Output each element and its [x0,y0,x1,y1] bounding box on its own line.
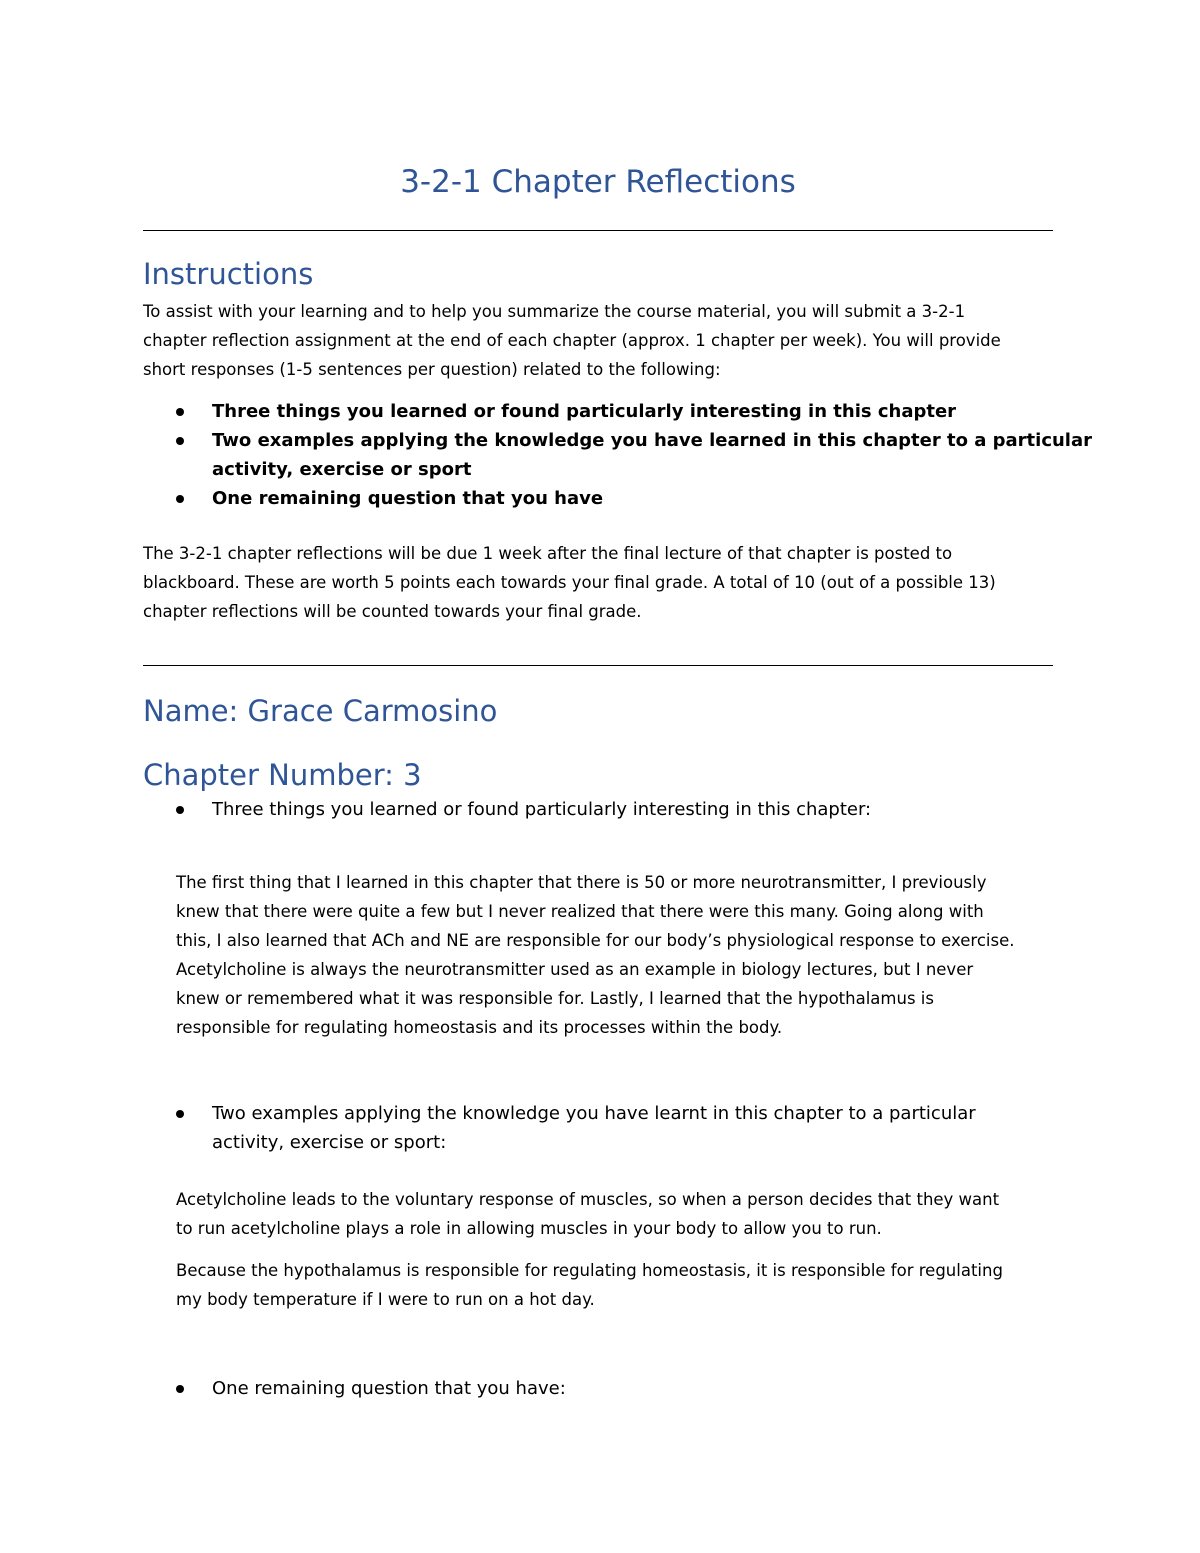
intro-line: chapter reflection assignment at the end of each chapter (approx. 1 chapter per week). You will provide [143,331,1001,350]
bullet-dot [176,437,184,445]
instructions-intro [143,297,1001,384]
document-title: 3-2-1 Chapter Reflections [400,164,796,200]
answer-line: Acetylcholine leads to the voluntary response of muscles, so when a person decides that they want [176,1190,1000,1209]
question-one-answer [176,868,1015,1042]
question-three-prompt: One remaining question that you have: [212,1378,566,1399]
answer-line: knew that there were quite a few but I never realized that there were this many. Going along with [176,902,984,921]
instructions-heading: Instructions [143,257,314,291]
instruction-bullet-three-things: Three things you learned or found particularly interesting in this chapter [212,401,957,422]
instruction-bullet-one-question: One remaining question that you have [212,488,604,509]
answer-line: this, I also learned that ACh and NE are responsible for our body’s physiological response to exercise. [176,931,1015,950]
name-heading: Name: Grace Carmosino [143,694,498,728]
bullet-dot [176,495,184,503]
due-line: blackboard. These are worth 5 points each towards your final grade. A total of 10 (out of a possible 13) [143,573,996,592]
question-two-answer-one [176,1185,999,1243]
answer-line: to run acetylcholine plays a role in allowing muscles in your body to allow you to run. [176,1219,882,1238]
question-two-answer-two [176,1256,1003,1314]
instruction-bullet-two-examples: Two examples applying the knowledge you have learned in this chapter to a particular activity, exercise or sport [212,430,1093,480]
section-divider [143,665,1053,666]
answer-line: Because the hypothalamus is responsible for regulating homeostasis, it is responsible for regulating [176,1261,1003,1280]
question-one-prompt: Three things you learned or found particularly interesting in this chapter: [212,799,872,820]
answer-line: my body temperature if I were to run on a hot day. [176,1290,595,1309]
chapter-number-heading: Chapter Number: 3 [143,758,422,792]
intro-line: To assist with your learning and to help you summarize the course material, you will submit a 3-2-1 [143,302,966,321]
bullet-dot [176,1385,184,1393]
due-line: The 3-2-1 chapter reflections will be due 1 week after the final lecture of that chapter is posted to [143,544,953,563]
answer-line: knew or remembered what it was responsible for. Lastly, I learned that the hypothalamus is [176,989,934,1008]
bullet-dot [176,806,184,814]
answer-line: responsible for regulating homeostasis and its processes within the body. [176,1018,783,1037]
answer-line: Acetylcholine is always the neurotransmitter used as an example in biology lectures, but I never [176,960,974,979]
due-paragraph [143,539,996,626]
bullet-dot [176,408,184,416]
intro-line: short responses (1-5 sentences per question) related to the following: [143,360,721,379]
title-divider [143,230,1053,231]
bullet-dot [176,1110,184,1118]
question-two-prompt: Two examples applying the knowledge you have learnt in this chapter to a particular activity, exercise or sport: [212,1103,976,1153]
answer-line: The first thing that I learned in this chapter that there is 50 or more neurotransmitter, I previously [176,873,987,892]
due-line: chapter reflections will be counted towards your final grade. [143,602,642,621]
